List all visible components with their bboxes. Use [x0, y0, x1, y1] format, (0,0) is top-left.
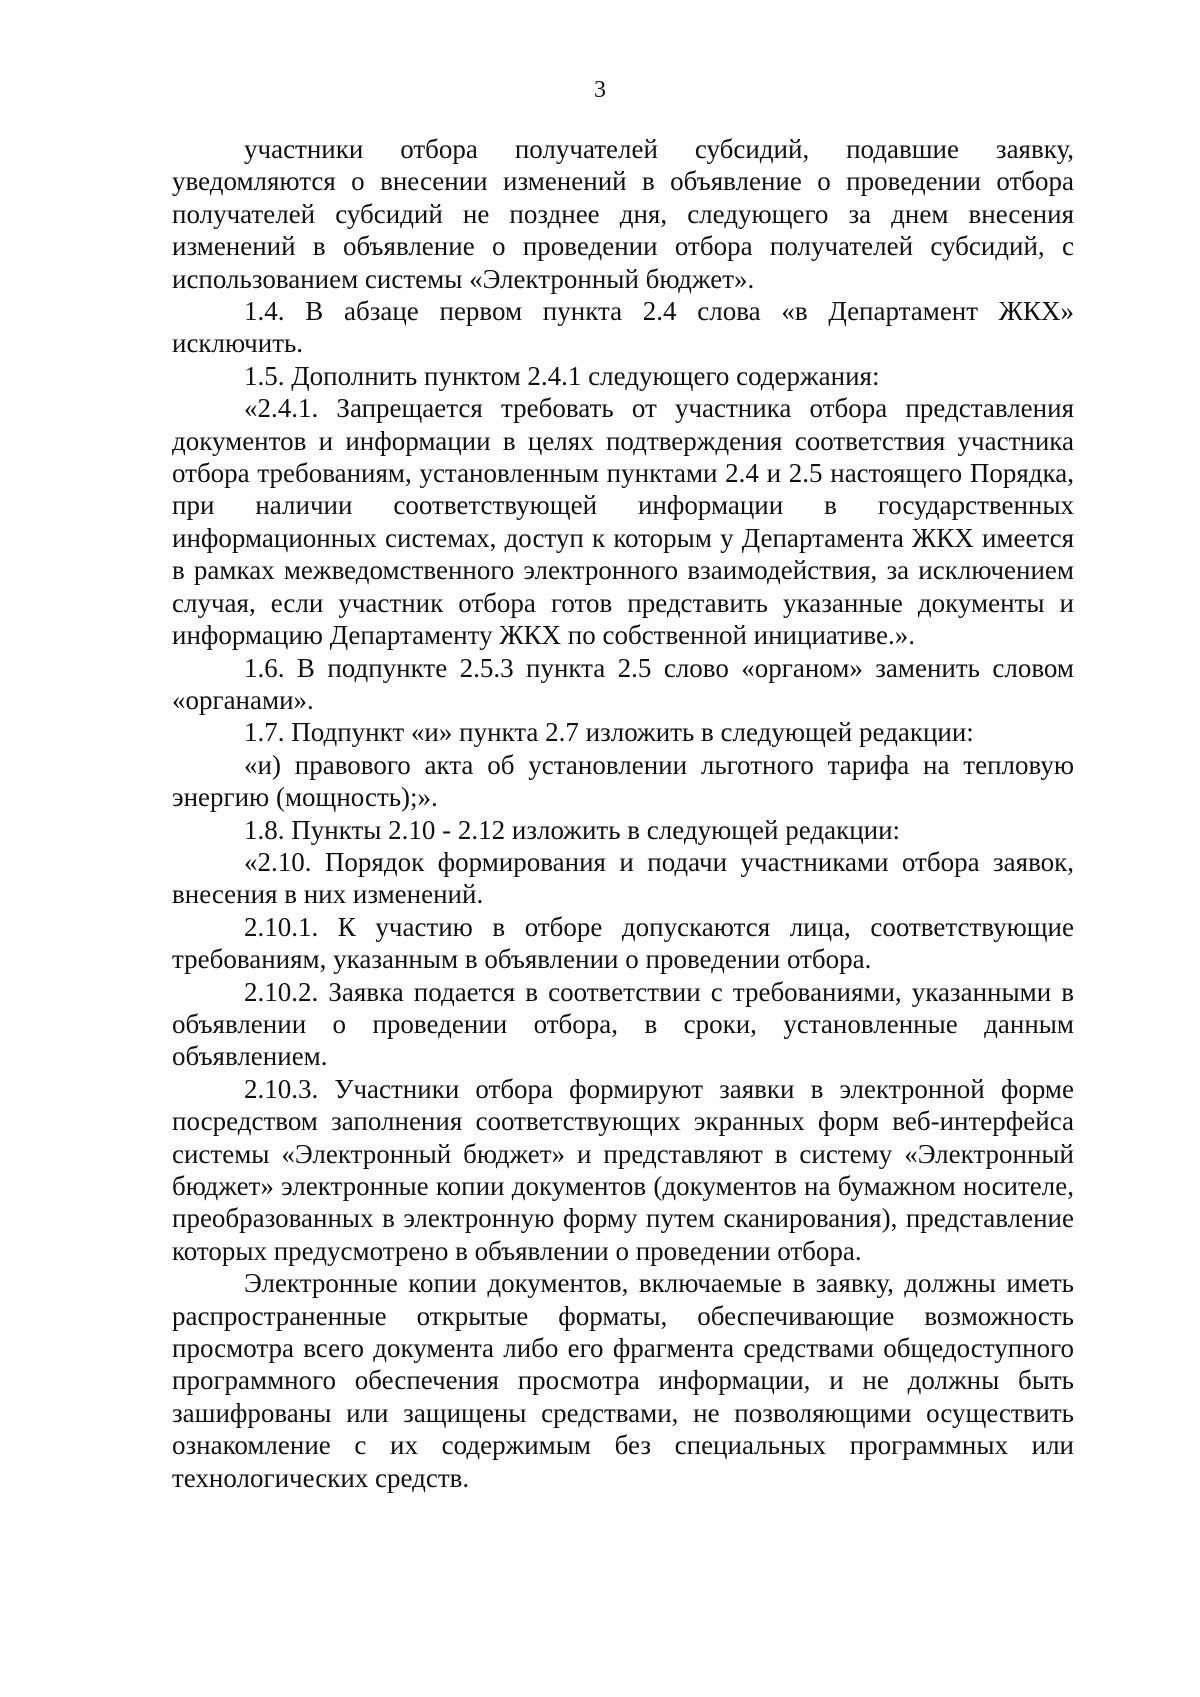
paragraph-2-10-3: 2.10.3. Участники отбора формируют заявки в электронной форме посредством заполнения соответствующих экранных форм веб-интерфейса системы «Электронный бюджет» и представляют в систему «Электронный бюджет» электронные копии документов (документов на бумажном носителе, преобразованных в электронную форму путем сканирования), представление которых предусмотрено в объявлении о проведении отбора. — [172, 1073, 1074, 1266]
paragraph-electronic-copies: Электронные копии документов, включаемые в заявку, должны иметь распространенные открытые форматы, обеспечивающие возможность просмотра всего документа либо его фрагмента средствами общедоступного программного обеспечения просмотра информации, и не должны быть зашифрованы или защищены средствами, не позволяющими осуществить ознакомление с их содержимым без специальных программных или технологических средств. — [172, 1268, 1074, 1493]
paragraph-1-8: 1.8. Пункты 2.10 - 2.12 изложить в следующей редакции: — [244, 814, 901, 845]
paragraph-2-10-2: 2.10.2. Заявка подается в соответствии с требованиями, указанными в объявлении о проведении отбора, в сроки, установленные данным объявлением. — [172, 976, 1074, 1072]
page-number: 3 — [594, 77, 606, 103]
paragraph-1-6: 1.6. В подпункте 2.5.3 пункта 2.5 слово «органом» заменить словом «органами». — [172, 652, 1074, 715]
paragraph-2-10-1: 2.10.1. К участию в отборе допускаются лица, соответствующие требованиям, указанным в объявлении о проведении отбора. — [172, 911, 1074, 975]
document-body — [172, 133, 1074, 1494]
paragraph-1-5: 1.5. Дополнить пунктом 2.4.1 следующего содержания: — [244, 360, 880, 391]
paragraph-2-4-1: «2.4.1. Запрещается требовать от участника отбора представления документов и информации в целях подтверждения соответствия участника отбора требованиям, установленным пунктами 2.4 и 2.5 настоящего Порядка, при наличии соответствующей информации в государственных информационных системах, доступ к которым у Департамента ЖКХ имеется в рамках межведомственного электронного взаимодействия, за исключением случая, если участник отбора готов представить указанные документы и информацию Департаменту ЖКХ по собственной инициативе.». — [172, 393, 1074, 651]
paragraph-notification: участники отбора получателей субсидий, подавшие заявку, уведомляются о внесении изменений в объявление о проведении отбора получателей субсидий не позднее дня, следующего за днем внесения изменений в объявление о проведении отбора получателей субсидий, с использованием системы «Электронный бюджет». — [172, 134, 1074, 294]
paragraph-subpoint-i: «и) правового акта об установлении льготного тарифа на тепловую энергию (мощность);». — [172, 749, 1074, 813]
paragraph-1-7: 1.7. Подпункт «и» пункта 2.7 изложить в следующей редакции: — [244, 717, 974, 748]
paragraph-1-4: 1.4. В абзаце первом пункта 2.4 слова «в Департамент ЖКХ» исключить. — [172, 296, 1074, 359]
paragraph-2-10: «2.10. Порядок формирования и подачи участниками отбора заявок, внесения в них изменений. — [172, 846, 1074, 910]
